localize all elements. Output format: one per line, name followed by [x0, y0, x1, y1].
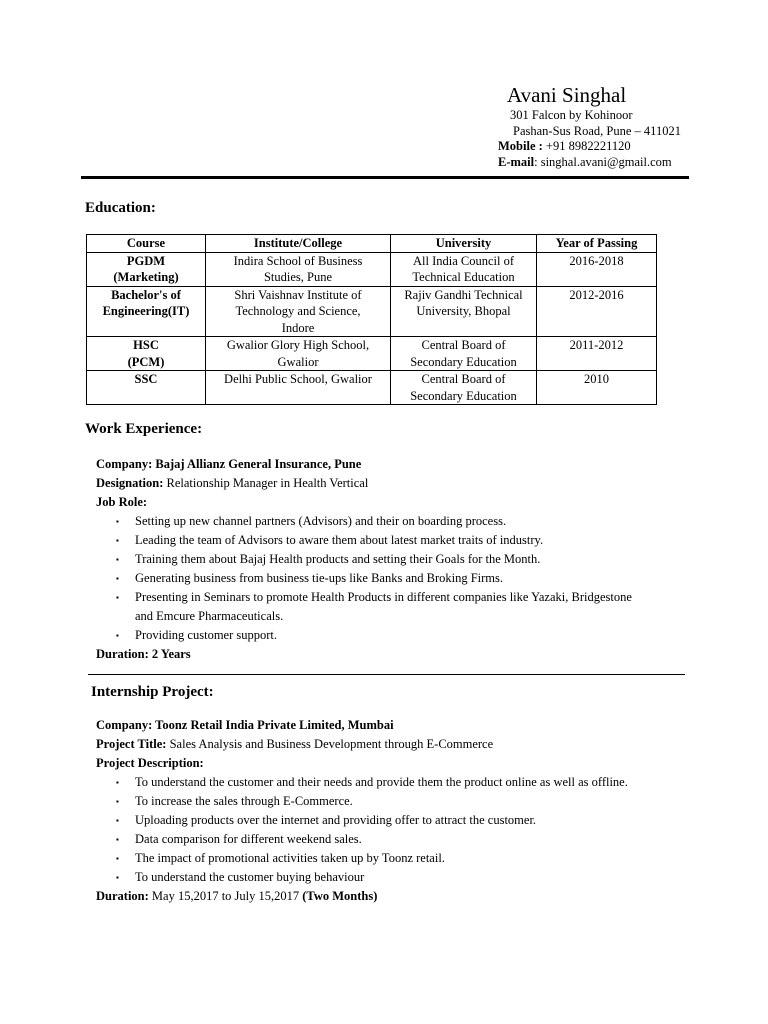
- project-title: [96, 735, 696, 754]
- list-item: [96, 849, 696, 868]
- list-item: [96, 569, 696, 588]
- cell-line: HSC: [133, 338, 159, 352]
- bullet-square-icon: ▪: [116, 517, 119, 526]
- list-item: [96, 550, 696, 569]
- list-item-text: The impact of promotional activities taken up by Toonz retail.: [135, 851, 445, 865]
- cell-line: PGDM: [126, 253, 166, 268]
- list-item-text: Data comparison for different weekend sales.: [135, 832, 362, 846]
- list-item-text: To increase the sales through E-Commerce.: [135, 794, 353, 808]
- address-line-1: 301 Falcon by Kohinoor: [510, 108, 633, 122]
- cell-line: Central Board of: [421, 372, 506, 386]
- list-item-text: To understand the customer buying behaviour: [135, 870, 365, 884]
- cell-line: Delhi Public School, Gwalior: [224, 372, 372, 386]
- bullet-square-icon: ▪: [116, 536, 119, 545]
- course-cell: [87, 252, 206, 286]
- education-table: [86, 234, 657, 405]
- resume-header: [498, 82, 760, 170]
- cell-line: (Marketing): [113, 270, 179, 284]
- internship-duration-value: May 15,2017 to July 15,2017: [148, 889, 303, 903]
- list-item: [96, 868, 696, 887]
- cell-line: Rajiv Gandhi Technical: [404, 287, 523, 302]
- column-header-year: Year of Passing: [537, 235, 657, 253]
- bullet-square-icon: ▪: [116, 854, 119, 863]
- designation-label: Designation:: [96, 476, 164, 490]
- bullet-square-icon: ▪: [116, 593, 119, 602]
- cell-line: Gwalior Glory High School,: [226, 338, 370, 352]
- cell-line: Bachelor's of: [111, 287, 181, 302]
- year-cell: 2010: [537, 371, 657, 405]
- email-line: [498, 155, 760, 171]
- internship-company: [96, 716, 696, 735]
- email-address: : singhal.avani@gmail.com: [534, 154, 672, 169]
- list-item: [96, 512, 696, 531]
- year-cell: 2011-2012: [537, 337, 657, 371]
- university-cell: [391, 337, 537, 371]
- work-company: [96, 455, 696, 474]
- project-title-label: Project Title:: [96, 737, 167, 751]
- education-table-header: [87, 235, 657, 253]
- list-item-text: and Emcure Pharmaceuticals.: [135, 609, 284, 623]
- university-cell: [391, 252, 537, 286]
- column-header-institute: Institute/College: [206, 235, 391, 253]
- institute-cell: [206, 252, 391, 286]
- work-experience-section: [96, 455, 696, 664]
- work-experience-heading: Work Experience:: [85, 421, 203, 437]
- work-designation: [96, 474, 696, 493]
- course-cell: [87, 286, 206, 337]
- year-cell: 2016-2018: [537, 252, 657, 286]
- bullet-square-icon: ▪: [116, 555, 119, 564]
- year-cell: 2012-2016: [537, 286, 657, 337]
- column-header-course: Course: [87, 235, 206, 253]
- institute-cell: [206, 371, 391, 405]
- job-role-text: Job Role:: [96, 495, 148, 509]
- course-cell: [87, 371, 206, 405]
- project-description-list: [96, 773, 696, 887]
- list-item: [96, 773, 696, 792]
- institute-cell: [206, 337, 391, 371]
- cell-line: SSC: [134, 372, 158, 386]
- internship-duration-extra: (Two Months): [302, 889, 378, 903]
- internship-duration: [96, 887, 696, 906]
- work-duration: [96, 645, 696, 664]
- cell-line: Engineering(IT): [102, 304, 190, 318]
- cell-line: Shri Vaishnav Institute of: [234, 287, 362, 302]
- bullet-square-icon: ▪: [116, 574, 119, 583]
- list-item-text: To understand the customer and their needs and provide them the product online as well as offline.: [135, 775, 628, 789]
- candidate-name: Avani Singhal: [507, 83, 627, 107]
- bullet-square-icon: ▪: [116, 873, 119, 882]
- column-header-university: University: [391, 235, 537, 253]
- education-heading: Education:: [85, 200, 156, 216]
- list-item-text: Setting up new channel partners (Advisors) and their on boarding process.: [135, 514, 507, 528]
- cell-line: Technology and Science,: [235, 304, 361, 318]
- project-description-label: [96, 754, 696, 773]
- list-item-text: Generating business from business tie-ups like Banks and Broking Firms.: [135, 571, 504, 585]
- cell-line: (PCM): [127, 354, 165, 369]
- list-item: [96, 792, 696, 811]
- internship-duration-label: Duration:: [96, 889, 149, 903]
- email-label: E-mail: [498, 154, 535, 169]
- cell-line: Secondary Education: [410, 388, 517, 403]
- mobile-label: Mobile :: [498, 139, 543, 153]
- mobile-number: +91 8982221120: [542, 139, 631, 153]
- designation-value: Relationship Manager in Health Vertical: [163, 476, 369, 490]
- job-role-list: [96, 512, 696, 645]
- list-item-text: Providing customer support.: [135, 628, 278, 642]
- internship-heading: Internship Project:: [91, 684, 214, 700]
- work-duration-text: Duration: 2 Years: [96, 647, 191, 661]
- cell-line: Technical Education: [412, 270, 515, 284]
- address-line-2: Pashan-Sus Road, Pune – 411021: [513, 123, 681, 138]
- list-item: [96, 811, 696, 830]
- list-item-text: Training them about Bajaj Health products and setting their Goals for the Month.: [135, 552, 541, 566]
- work-company-text: Company: Bajaj Allianz General Insurance, Pune: [96, 457, 362, 471]
- list-item: [96, 626, 696, 645]
- university-cell: [391, 371, 537, 405]
- section-divider: [88, 674, 685, 675]
- internship-company-label: Company: [96, 718, 149, 732]
- bullet-square-icon: ▪: [116, 835, 119, 844]
- table-row: [87, 371, 657, 405]
- cell-line: University, Bhopal: [416, 304, 511, 318]
- bullet-square-icon: ▪: [116, 631, 119, 640]
- cell-line: Studies, Pune: [263, 270, 333, 284]
- cell-line: All India Council of: [412, 253, 515, 268]
- university-cell: [391, 286, 537, 337]
- list-item-text: Uploading products over the internet and providing offer to attract the customer.: [135, 813, 537, 827]
- cell-line: Gwalior: [277, 354, 319, 369]
- project-title-value: Sales Analysis and Business Development through E-Commerce: [166, 737, 494, 751]
- list-item-text: Presenting in Seminars to promote Health Products in different companies like Yazaki, Bridgestone: [135, 590, 632, 604]
- institute-cell: [206, 286, 391, 337]
- list-item-text: Leading the team of Advisors to aware them about latest market traits of industry.: [135, 533, 544, 547]
- table-row: [87, 286, 657, 337]
- list-item: [96, 531, 696, 550]
- project-description-text: Project Description:: [96, 756, 204, 770]
- list-item: [96, 830, 696, 849]
- bullet-square-icon: ▪: [116, 797, 119, 806]
- cell-line: Indira School of Business: [233, 253, 363, 268]
- course-cell: [87, 337, 206, 371]
- job-role-label: [96, 493, 696, 512]
- table-row: [87, 337, 657, 371]
- cell-line: Secondary Education: [410, 354, 517, 369]
- mobile-line: [498, 139, 760, 155]
- list-item: [96, 588, 696, 626]
- table-row: [87, 252, 657, 286]
- bullet-square-icon: ▪: [116, 816, 119, 825]
- cell-line: Indore: [281, 320, 315, 335]
- internship-section: [96, 716, 696, 906]
- header-divider: [81, 176, 689, 179]
- bullet-square-icon: ▪: [116, 778, 119, 787]
- cell-line: Central Board of: [421, 338, 506, 352]
- internship-company-value: : Toonz Retail India Private Limited, Mumbai: [148, 718, 394, 732]
